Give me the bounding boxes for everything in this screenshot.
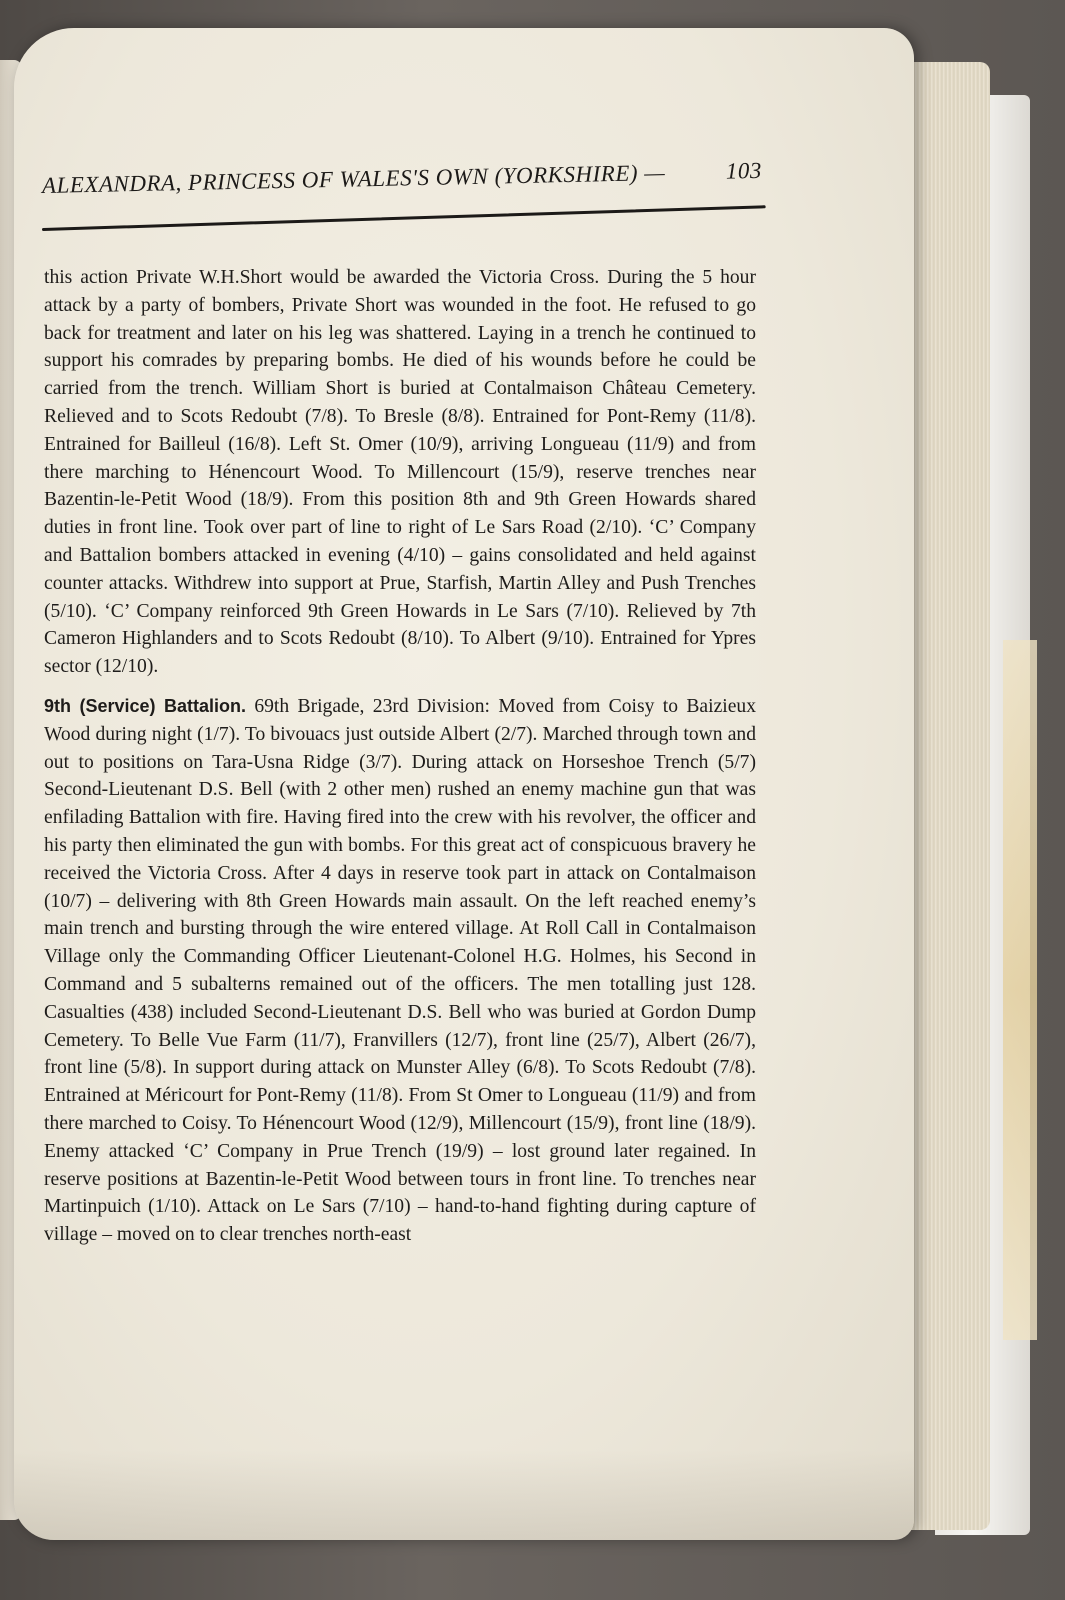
running-head-title: ALEXANDRA, PRINCESS OF WALES'S OWN (YORKSHIRE) — — [41, 159, 666, 198]
page-edge-discoloration — [1003, 640, 1037, 1340]
running-head — [42, 158, 762, 199]
paragraph-lead-heading: 9th (Service) Battalion. — [44, 695, 246, 716]
page-number: 103 — [725, 157, 763, 184]
book-page — [14, 28, 914, 1540]
paragraph-8th-battalion-continued: this action Private W.H.Short would be awarded the Victoria Cross. During the 5 hour attack by a party of bombers, Private Short was wounded in the foot. He refused to go back for treatment and later on his leg was shattered. Laying in a trench he continued to support his comrades by preparing bombs. He died of his wounds before he could be carried from the trench. William Short is buried at Contalmaison Château Cemetery. Relieved and to Scots Redoubt (7/8). To Bresle (8/8). Entrained for Pont-Remy (11/8). Entrained for Bailleul (16/8). Left St. Omer (10/9), arriving Longueau (11/9) and from there marching to Hénencourt Wood. To Millencourt (15/9), reserve trenches near Bazentin-le-Petit Wood (18/9). From this position 8th and 9th Green Howards shared duties in front line. Took over part of line to right of Le Sars Road (2/10). ‘C’ Company and Battalion bombers attacked in evening (4/10) – gains consolidated and held against counter attacks. Withdrew into support at Prue, Starfish, Martin Alley and Push Trenches (5/10). ‘C’ Company reinforced 9th Green Howards in Le Sars (7/10). Relieved by 7th Cameron Highlanders and to Scots Redoubt (8/10). To Albert (9/10). Entrained for Ypres sector (12/10). — [44, 267, 756, 678]
paragraph-9th-battalion — [44, 693, 756, 1249]
page-shadow — [14, 1450, 914, 1540]
header-rule — [42, 205, 766, 231]
page-body — [44, 264, 756, 1249]
paragraph-9th-battalion-text: 69th Brigade, 23rd Division: Moved from Coisy to Baizieux Wood during night (1/7). To bivouacs just outside Albert (2/7). Marched through town and out to positions on Tara-Usna Ridge (3/7). During attack on Horseshoe Trench (5/7) Second-Lieutenant D.S. Bell (with 2 other men) rushed an enemy machine gun that was enfilading Battalion with fire. Having fired into the crew with his revolver, the officer and his party then eliminated the gun with bombs. For this great act of conspicuous bravery he received the Victoria Cross. After 4 days in reserve took part in attack on Contalmaison (10/7) – delivering with 8th Green Howards main assault. On the left reached enemy’s main trench and bursting through the wire entered village. At Roll Call in Contalmaison Village only the Commanding Officer Lieutenant-Colonel H.G. Holmes, his Second in Command and 5 subalterns remained out of the officers. The men totalling just 128. Casualties (438) included Second-Lieutenant D.S. Bell who was buried at Gordon Dump Cemetery. To Belle Vue Farm (11/7), Franvillers (12/7), front line (25/7), Albert (26/7), front line (5/8). In support during attack on Munster Alley (6/8). To Scots Redoubt (7/8). Entrained at Méricourt for Pont-Remy (11/8). From St Omer to Longueau (11/9) and from there marched to Coisy. To Hénencourt Wood (12/9), Millencourt (15/9), front line (18/9). Enemy attacked ‘C’ Company in Prue Trench (19/9) – lost ground later regained. In reserve positions at Bazentin-le-Petit Wood between tours in front line. To trenches near Martinpuich (1/10). Attack on Le Sars (7/10) – hand-to-hand fighting during capture of village – moved on to clear trenches north-east — [44, 695, 756, 1246]
